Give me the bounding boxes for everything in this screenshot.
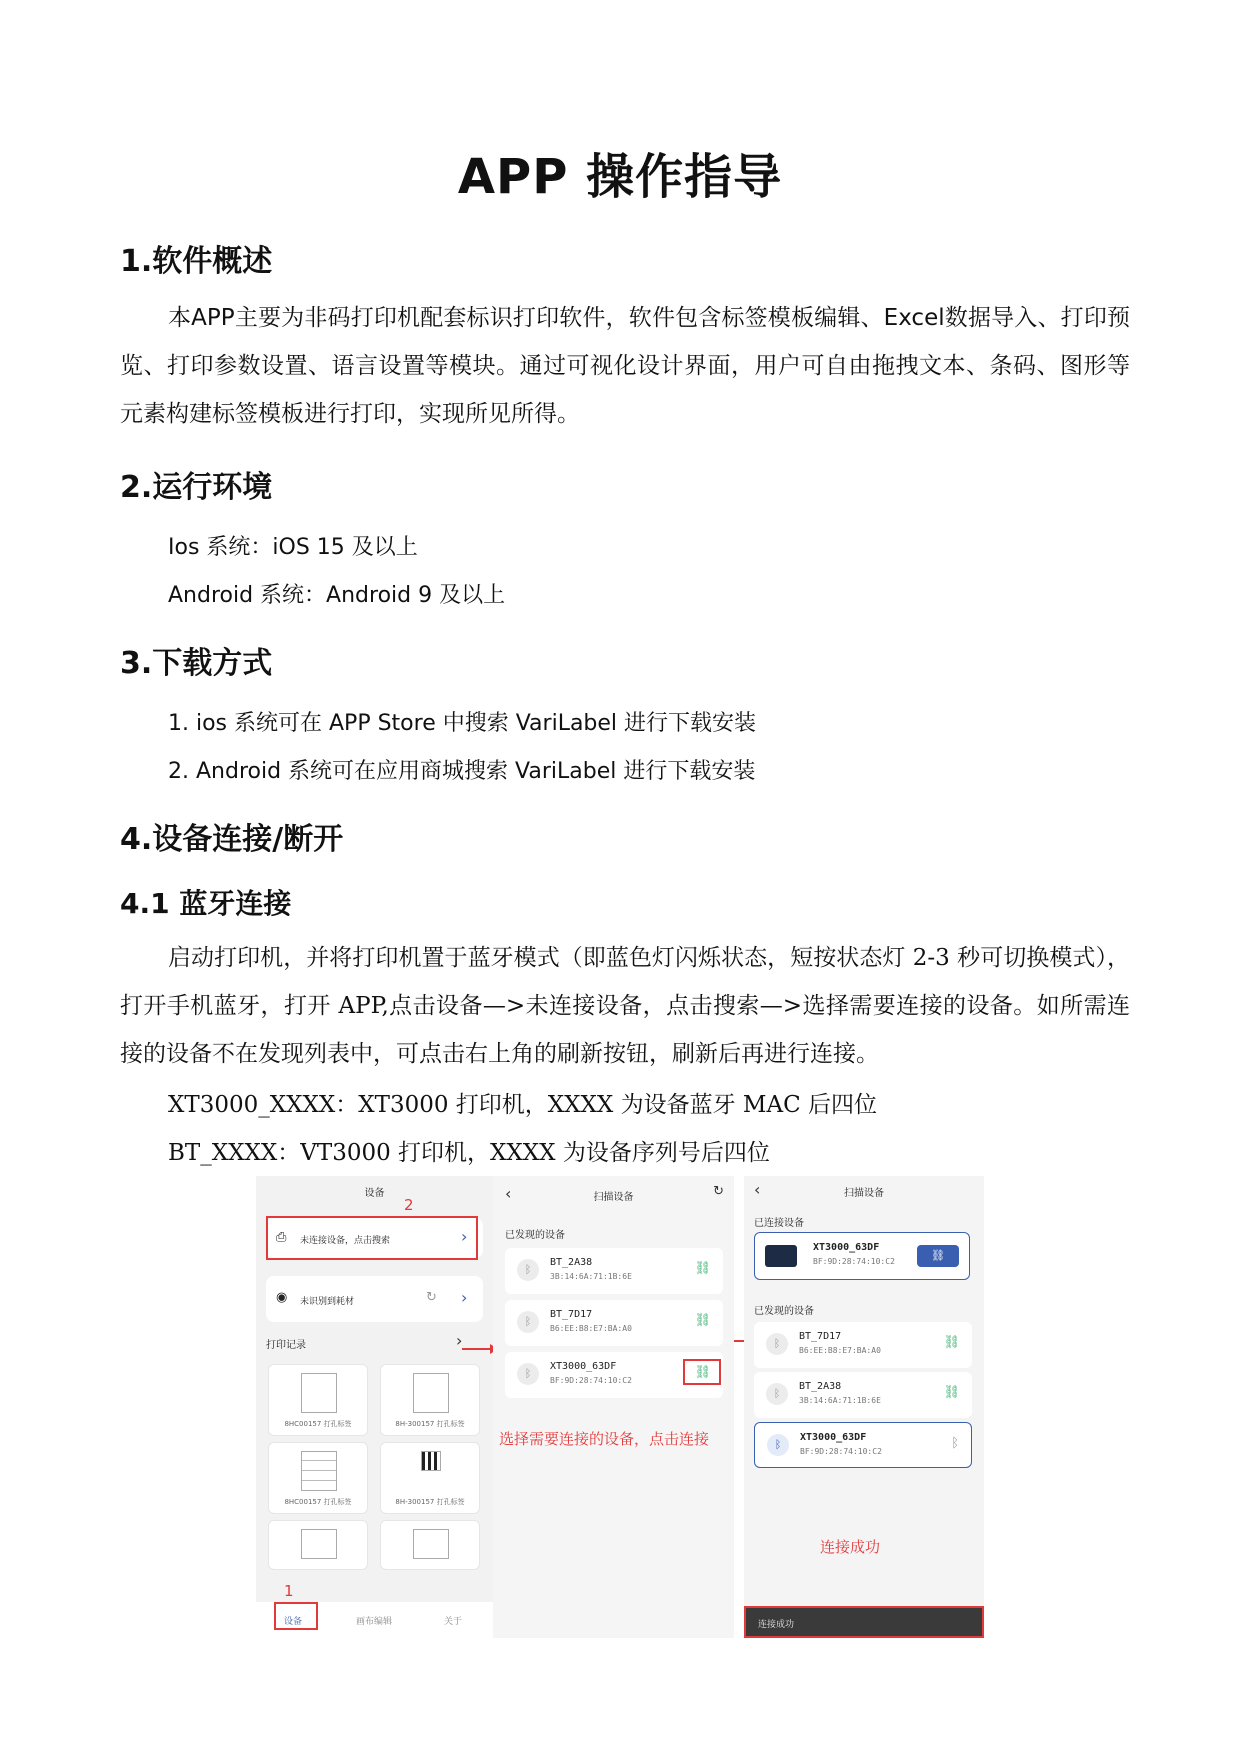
ios-requirement: Ios 系统：iOS 15 及以上 [168, 535, 418, 560]
record-thumb[interactable] [268, 1442, 368, 1514]
label-preview [301, 1451, 337, 1491]
bluetooth-steps: 启动打印机，并将打印机置于蓝牙模式（即蓝色灯闪烁状态，短按状态灯 2-3 秒可切换模式），打开手机蓝牙，打开 APP,点击设备—>未连接设备，点击搜索—>选择需要连接的设备。如所需连接的设备不在发现列表中，可点击右上角的刷新按钮，刷新后再进行连接。 [120, 945, 1130, 1067]
section-4-1-heading: 4.1 蓝牙连接 [120, 887, 292, 920]
consumable-icon: ◉ [276, 1290, 288, 1305]
toast [744, 1606, 984, 1638]
bt-note: BT_XXXX：VT3000 打印机，XXXX 为设备序列号后四位 [168, 1140, 770, 1166]
record-thumb[interactable] [380, 1364, 480, 1436]
download-item-1: 1. ios 系统可在 APP Store 中搜索 VariLabel 进行下载安装 [168, 711, 757, 736]
device-mac: B6:EE:B8:E7:BA:A0 [550, 1324, 632, 1333]
found-devices-label: 已发现的设备 [505, 1230, 565, 1241]
device-item[interactable] [505, 1300, 723, 1346]
link-icon[interactable]: ⛓ [943, 1335, 960, 1350]
document-title: APP 操作指导 [457, 149, 783, 205]
device-mac: BF:9D:28:74:10:C2 [800, 1447, 882, 1456]
label-preview [301, 1529, 337, 1559]
download-item-2: 2. Android 系统可在应用商城搜索 VariLabel 进行下载安装 [168, 759, 756, 784]
record-caption: 8H-300157 打孔标签 [395, 1420, 465, 1428]
consumable-label: 未识别到耗材 [300, 1297, 355, 1307]
device-screen [256, 1176, 493, 1638]
consumable-card[interactable] [266, 1276, 483, 1322]
chevron-right-icon: › [461, 1288, 468, 1307]
label-preview [413, 1373, 449, 1413]
connected-devices-label: 已连接设备 [754, 1218, 804, 1229]
link-icon[interactable]: ⛓ [943, 1385, 960, 1400]
device-mac: 3B:14:6A:71:1B:6E [799, 1396, 881, 1405]
qr-preview [421, 1451, 441, 1471]
bluetooth-icon: ᛒ [766, 1333, 788, 1355]
device-name: BT_7D17 [799, 1331, 842, 1342]
section-1-body: 本APP主要为非码打印机配套标识打印软件，软件包含标签模板编辑、Excel数据导入、打印预览、打印参数设置、语言设置等模块。通过可视化设计界面，用户可自由拖拽文本、条码、图形等元素构建标签模板进行打印，实现所见所得。 [120, 305, 1130, 427]
found-devices-label: 已发现的设备 [754, 1306, 814, 1317]
device-item[interactable] [754, 1322, 972, 1368]
scan-screen [493, 1176, 734, 1638]
section-4-heading: 4.设备连接/断开 [120, 822, 344, 857]
record-thumb[interactable] [380, 1442, 480, 1514]
device-item-active[interactable] [754, 1422, 972, 1468]
device-name: BT_7D17 [550, 1309, 593, 1320]
highlight-box-device-tab [274, 1602, 318, 1630]
bluetooth-icon: ᛒ [767, 1434, 789, 1456]
record-thumb[interactable] [380, 1520, 480, 1570]
device-name: XT3000_63DF [550, 1361, 617, 1372]
bluetooth-icon: ᛒ [766, 1383, 788, 1405]
back-icon[interactable]: ‹ [754, 1180, 761, 1199]
section-2-heading: 2.运行环境 [120, 470, 273, 505]
bluetooth-status-icon: ᛒ [951, 1436, 959, 1451]
device-name: XT3000_63DF [813, 1242, 880, 1253]
section-3-heading: 3.下载方式 [120, 646, 273, 681]
chevron-right-icon[interactable]: › [456, 1331, 463, 1350]
device-item[interactable] [505, 1248, 723, 1294]
record-caption: 8HC00157 打孔标签 [284, 1420, 352, 1428]
step-marker-1: 1 [284, 1582, 294, 1600]
device-item[interactable] [754, 1372, 972, 1418]
device-mac: BF:9D:28:74:10:C2 [813, 1257, 895, 1266]
device-mac: B6:EE:B8:E7:BA:A0 [799, 1346, 881, 1355]
bluetooth-icon: ᛒ [517, 1311, 539, 1333]
printer-icon [765, 1245, 797, 1267]
link-icon[interactable]: ⛓ [694, 1365, 711, 1380]
xt-note: XT3000_XXXX：XT3000 打印机，XXXX 为设备蓝牙 MAC 后四位 [168, 1092, 877, 1118]
section-1-heading: 1.软件概述 [120, 244, 273, 279]
android-requirement: Android 系统：Android 9 及以上 [168, 583, 506, 608]
connected-device[interactable] [754, 1232, 970, 1280]
bluetooth-icon: ᛒ [517, 1259, 539, 1281]
screen-title: 扫描设备 [593, 1192, 634, 1203]
flow-arrow [462, 1348, 496, 1350]
record-thumb[interactable] [268, 1364, 368, 1436]
back-icon[interactable]: ‹ [505, 1184, 512, 1203]
screen-title: 设备 [364, 1188, 385, 1199]
device-name: XT3000_63DF [800, 1432, 867, 1443]
toast-text: 连接成功 [758, 1620, 795, 1630]
label-preview [413, 1529, 449, 1559]
bluetooth-icon: ᛒ [517, 1363, 539, 1385]
tab-about[interactable]: 关于 [444, 1617, 463, 1627]
tab-canvas[interactable]: 画布编辑 [356, 1617, 393, 1627]
highlight-box-link [683, 1359, 721, 1385]
link-icon[interactable]: ⛓ [694, 1313, 711, 1328]
device-mac: 3B:14:6A:71:1B:6E [550, 1272, 632, 1281]
step-marker-2: 2 [404, 1196, 414, 1214]
connect-hint: 选择需要连接的设备，点击连接 [499, 1430, 710, 1448]
disconnect-button[interactable]: ⛓ [917, 1245, 959, 1267]
refresh-icon[interactable]: ↻ [426, 1290, 437, 1305]
not-connected-label: 未连接设备，点击搜索 [300, 1236, 391, 1246]
printer-icon: ⎙ [276, 1230, 287, 1245]
record-caption: 8H-300157 打孔标签 [395, 1498, 465, 1506]
device-name: BT_2A38 [550, 1257, 593, 1268]
tab-device[interactable]: 设备 [284, 1617, 303, 1627]
success-note: 连接成功 [820, 1538, 881, 1556]
device-mac: BF:9D:28:74:10:C2 [550, 1376, 632, 1385]
highlight-box-connect [266, 1216, 478, 1260]
record-thumb[interactable] [268, 1520, 368, 1570]
label-preview [301, 1373, 337, 1413]
refresh-icon[interactable]: ↻ [713, 1184, 724, 1199]
connected-screen [744, 1176, 984, 1638]
record-caption: 8HC00157 打孔标签 [284, 1498, 352, 1506]
chevron-right-icon: › [461, 1227, 468, 1246]
screen-title: 扫描设备 [844, 1188, 884, 1199]
device-name: BT_2A38 [799, 1381, 842, 1392]
link-icon[interactable]: ⛓ [694, 1261, 711, 1276]
print-records-label: 打印记录 [266, 1340, 306, 1351]
